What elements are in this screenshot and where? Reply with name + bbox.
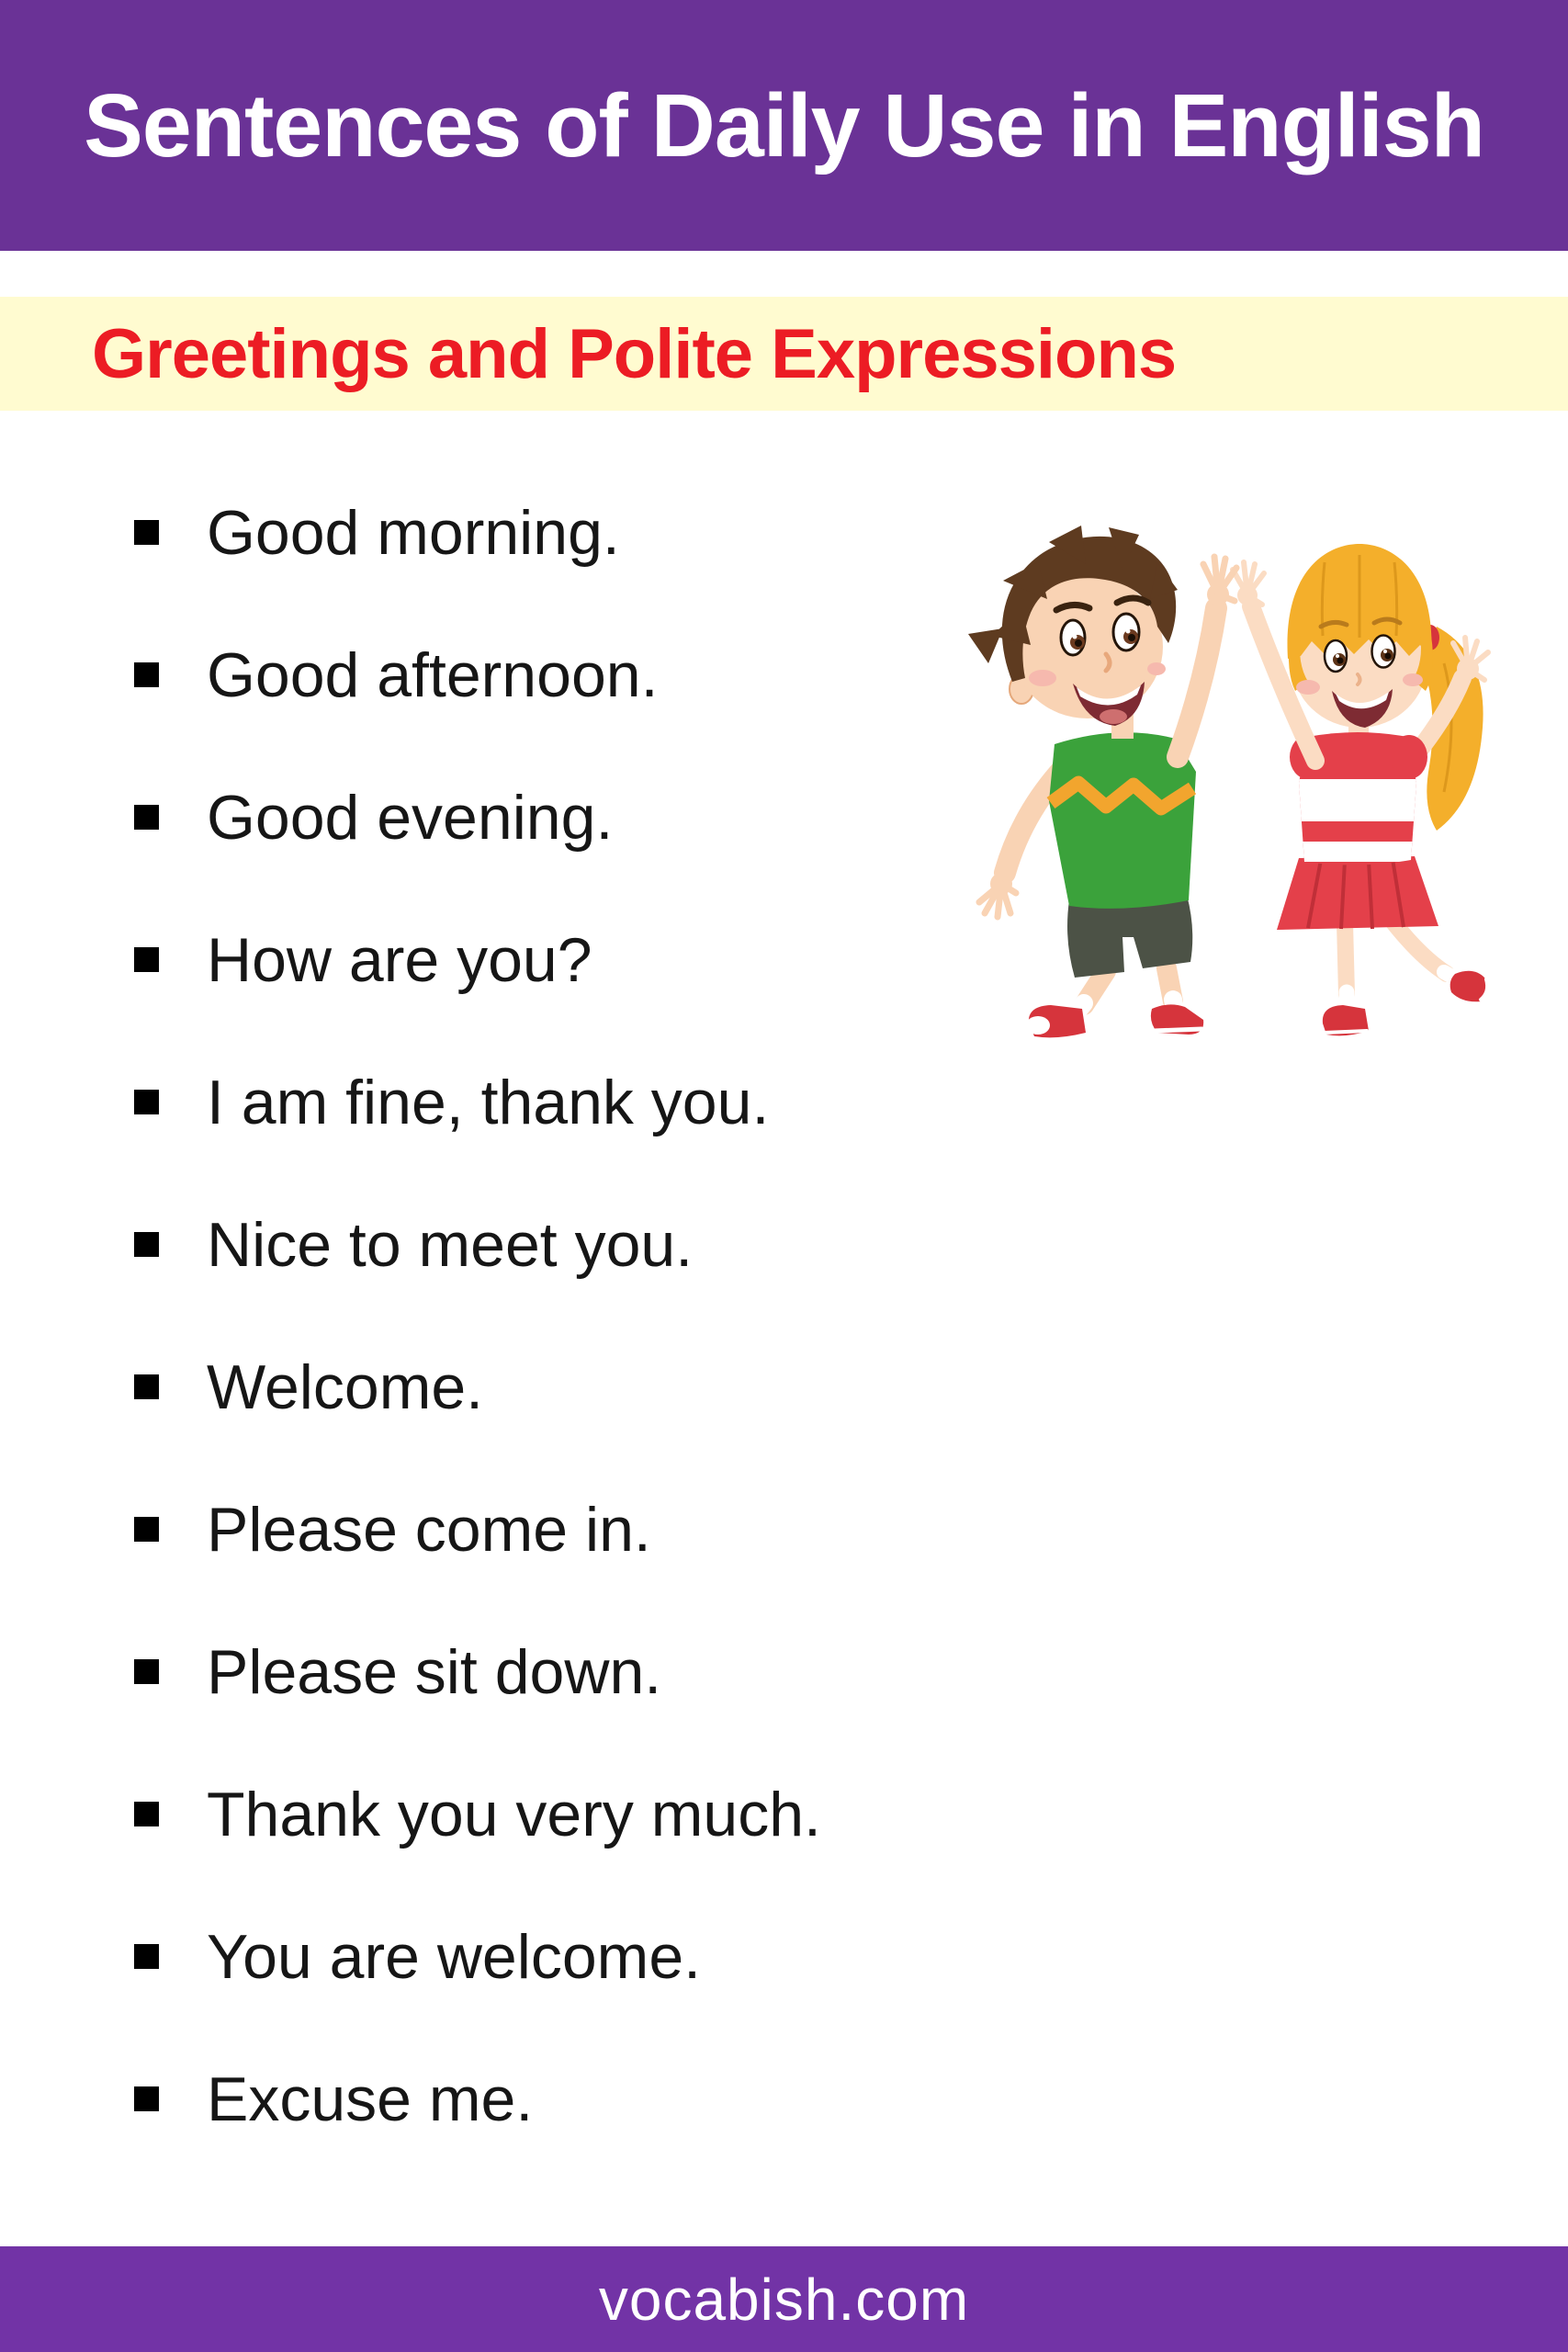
bullet-square-icon (134, 1802, 159, 1826)
content-area (0, 411, 1568, 2246)
phrase-text: Welcome. (207, 1351, 484, 1422)
footer-site-text: vocabish.com (598, 2266, 970, 2333)
phrase-text: Excuse me. (207, 2064, 534, 2134)
phrase-text: Good morning. (207, 497, 620, 568)
list-item (0, 2028, 1568, 2170)
bullet-square-icon (134, 1090, 159, 1114)
page-header (0, 0, 1568, 251)
page-title: Sentences of Daily Use in English (84, 74, 1484, 175)
bullet-square-icon (134, 1517, 159, 1542)
list-item (0, 1316, 1568, 1458)
phrase-text: Good afternoon. (207, 639, 659, 710)
phrase-text: How are you? (207, 924, 592, 995)
phrase-text: Good evening. (207, 782, 614, 853)
bullet-square-icon (134, 1944, 159, 1969)
list-item (0, 1743, 1568, 1885)
list-item (0, 1031, 1568, 1173)
bullet-square-icon (134, 1374, 159, 1399)
bullet-square-icon (134, 947, 159, 972)
bullet-square-icon (134, 1659, 159, 1684)
girl-skirt (1277, 856, 1438, 930)
footer-bar (0, 2246, 1568, 2352)
phrase-text: Nice to meet you. (207, 1209, 694, 1280)
bullet-square-icon (134, 520, 159, 545)
section-title: Greetings and Polite Expressions (92, 314, 1177, 393)
list-item (0, 1885, 1568, 2028)
phrase-text: Please come in. (207, 1494, 651, 1565)
bullet-square-icon (134, 662, 159, 687)
phrase-text: Please sit down. (207, 1636, 662, 1707)
bullet-square-icon (134, 1232, 159, 1257)
list-item (0, 1600, 1568, 1743)
bullet-square-icon (134, 805, 159, 830)
phrase-text: You are welcome. (207, 1921, 702, 1992)
phrase-text: Thank you very much. (207, 1779, 821, 1849)
bullet-square-icon (134, 2086, 159, 2111)
phrase-text: I am fine, thank you. (207, 1067, 770, 1137)
children-high-five-illustration (893, 498, 1517, 1040)
header-divider-strip (0, 251, 1568, 297)
list-item (0, 1458, 1568, 1600)
section-band (0, 297, 1568, 411)
list-item (0, 1173, 1568, 1316)
